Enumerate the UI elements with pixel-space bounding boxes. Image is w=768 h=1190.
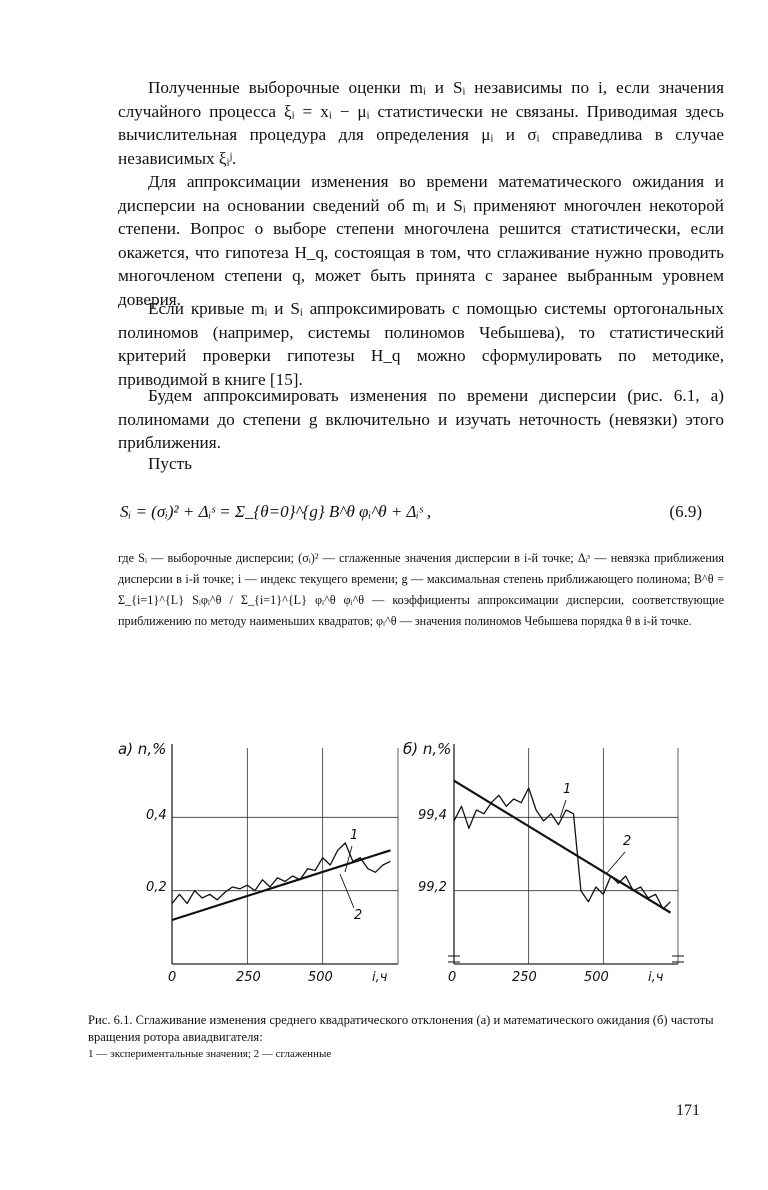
paragraph-1: Полученные выборочные оценки mᵢ и Sᵢ независимы по i, если значения случайного процесса ξᵢ = xᵢ − μᵢ статистически не связаны. Приводимая здесь вычислительная процедура для определения μᵢ и σᵢ справедлива в случае независимых ξᵢʲ. bbox=[118, 78, 724, 168]
equation-body: Sᵢ = (σᵢ)² + Δᵢˢ = Σ_{θ=0}^{g} B^θ φᵢ^θ + Δᵢˢ , bbox=[120, 502, 432, 521]
figure-caption-legend: 1 — экспериментальные значения; 2 — сглаженные bbox=[88, 1048, 332, 1060]
panel-b-ytick: 99,4 bbox=[418, 808, 447, 823]
panel-b-label: б) n,% bbox=[403, 740, 452, 758]
paragraph-4: Будем аппроксимировать изменения по времени дисперсии (рис. 6.1, а) полиномами до степени g включительно и изучать неточность (невязки) этого приближения. bbox=[118, 386, 724, 453]
panel-a-series-2 bbox=[172, 850, 391, 920]
panel-a-label: а) n,% bbox=[118, 740, 167, 758]
paragraph-2: Для аппроксимации изменения во времени математического ожидания и дисперсии на основании сведений об mᵢ и Sᵢ применяют многочлен некоторой степени. Вопрос о выборе степени многочлена решится статистически, если окажется, что гипотеза H_q, состоящая в том, что сглаживание нужно проводить многочленом степени q, может быть принята с заранее выбранным уровнем доверия. bbox=[118, 172, 724, 309]
equation-explanation: где Sᵢ — выборочные дисперсии; (σᵢ)² — сглаженные значения дисперсии в i-й точке; Δᵢˢ — невязка приближения дисперсии в i-й точке; i — индекс текущего времени; g — максимальная степень приближающего полинома; B^θ = Σ_{i=1}^{L} Sᵢφᵢ^θ / Σ_{i=1}^{L} φᵢ^θ φᵢ^θ — коэффициенты аппроксимации дисперсии, соответствующие приближению по методу наименьших квадратов; φᵢ^θ — значения полиномов Чебышева порядка θ в i-й точке. bbox=[118, 551, 724, 628]
panel-b-series-2 bbox=[454, 781, 671, 913]
panel-a-ytick: 0,4 bbox=[146, 808, 167, 823]
paragraph-3: Если кривые mᵢ и Sᵢ аппроксимировать с помощью системы ортогональных полиномов (например, системы полиномов Чебышева), то статистический критерий проверки гипотезы H_q можно сформулировать по методике, приводимой в книге [15]. bbox=[118, 299, 724, 389]
panel-b-curve-label: 2 bbox=[623, 834, 632, 849]
panel-b-xtick: 0 bbox=[448, 970, 457, 985]
panel-a-xtick: 250 bbox=[236, 970, 261, 985]
panel-b-xtick: i,ч bbox=[648, 970, 664, 985]
panel-a-curve-label: 2 bbox=[354, 908, 363, 923]
panel-b-ytick: 99,2 bbox=[418, 880, 447, 895]
panel-a-series-1 bbox=[172, 843, 391, 904]
page-number: 171 bbox=[676, 1102, 700, 1119]
figure-caption: Рис. 6.1. Сглаживание изменения среднего квадратического отклонения (а) и математического ожидания (б) частоты вращения ротора авиадвигателя: bbox=[88, 1013, 714, 1044]
panel-a-ytick: 0,2 bbox=[146, 880, 167, 895]
panel-a-xtick: 500 bbox=[308, 970, 333, 985]
panel-b-xtick: 500 bbox=[584, 970, 609, 985]
panel-a-xtick: i,ч bbox=[372, 970, 388, 985]
panel-b-leader-2 bbox=[606, 852, 625, 874]
panel-b-curve-label: 1 bbox=[563, 782, 572, 797]
equation-number: (6.9) bbox=[669, 502, 702, 521]
paragraph-5: Пусть bbox=[148, 454, 192, 473]
panel-a-xtick: 0 bbox=[168, 970, 177, 985]
panel-a-curve-label: 1 bbox=[350, 828, 359, 843]
panel-b-xtick: 250 bbox=[512, 970, 537, 985]
